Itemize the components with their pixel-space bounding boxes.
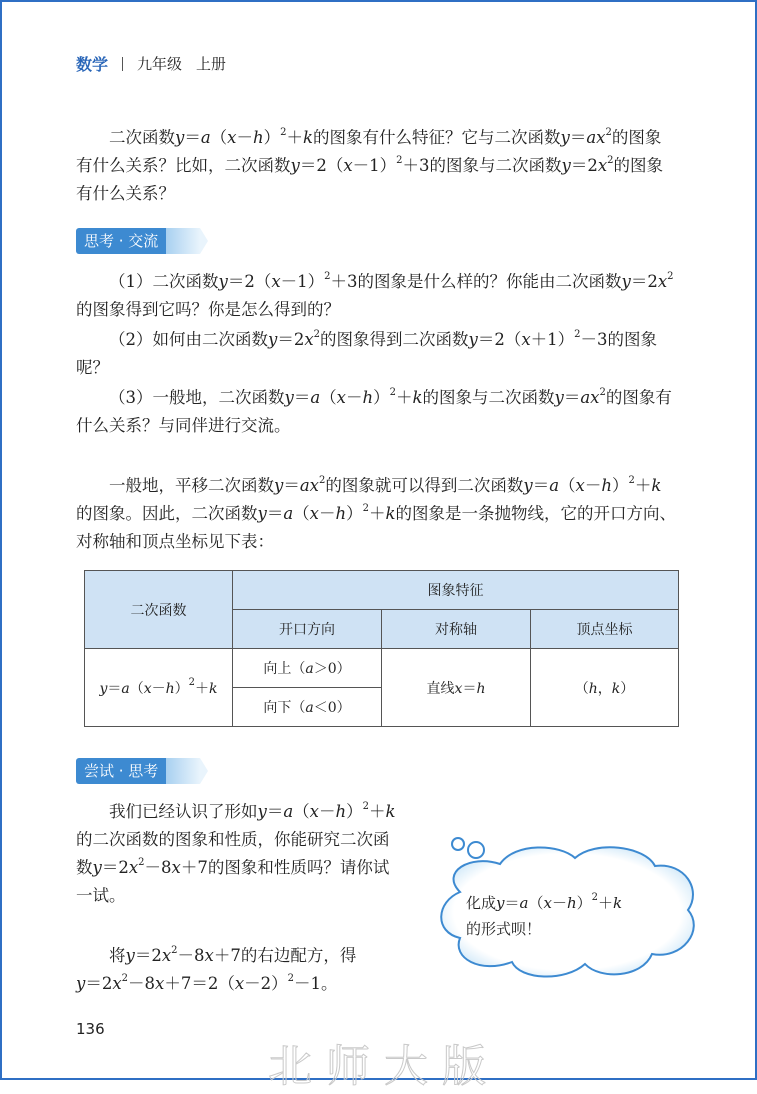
cell-open-up: 向上（a＞0） — [233, 649, 382, 688]
question-1: （1）二次函数$y=2(x-1)^2+3$的图象是什么样的？你能由二次函数$y=2x^2$的图象得到它吗？你是怎么得到的？ — [76, 271, 674, 319]
publisher-watermark: 北师大版 — [268, 1041, 500, 1092]
question-2: （2）如何由二次函数$y=2x^2$的图象得到二次函数$y=2(x+1)^2-3$的图象呢？ — [76, 329, 658, 377]
q2-text: 的图象得到二次函数 — [320, 330, 469, 349]
q1-text: 的图象得到它吗？你是怎么得到的？ — [76, 300, 340, 319]
try-text: 将 — [109, 946, 126, 965]
intro-text: 的图象有什么特征？它与二次函数 — [313, 128, 561, 147]
header-opening: 开口方向 — [233, 610, 382, 649]
section-tag-think-discuss — [76, 228, 200, 254]
try-text: 的图象和性质 — [207, 858, 307, 877]
q3-text: 的图象与二次函数 — [422, 388, 555, 407]
try-paragraph: 我们已经认识了形如$y=a(x-h)^2+k$的二次函数的图象和性质，你能研究二次函数$y=2x^2-8x+7$的图象和性质吗？请你试一试。 — [76, 801, 396, 905]
try-text: 吗？请你试一试。 — [76, 858, 390, 905]
page-number: 136 — [76, 1020, 105, 1038]
q2-text: 象呢？ — [76, 330, 658, 377]
section-title: 尝试 · 思考 — [76, 758, 166, 784]
intro-text: 象有什么关系？比如，二次函数 — [76, 128, 662, 175]
section-title: 思考 · 交流 — [76, 228, 166, 254]
q3-text: 的图象 — [605, 388, 656, 407]
grade-label: 九年级 — [137, 55, 183, 73]
question-3: （3）一般地，二次函数$y=a(x-h)^2+k$的图象与二次函数$y=ax^2$的图象有什么关系？与同伴进行交流。 — [76, 387, 672, 435]
feature-table — [84, 570, 679, 727]
q1-text: （1）二次函数 — [109, 272, 219, 291]
intro-text: 的图 — [611, 128, 645, 147]
q3-text: （3）一般地，二次函数 — [109, 388, 285, 407]
intro-text: 的 — [613, 156, 631, 175]
bubble-line: 的形式呗！ — [466, 920, 542, 938]
bubble-text: 化成$y=a(x-h)^2+k$ 的形式呗！ — [466, 892, 623, 938]
complete-square: 将$y=2x^2-8x+7$的右边配方，得 $y=2x^2-8x+7=2(x-2)^2-1$。 — [76, 945, 357, 993]
tag-decoration — [166, 758, 200, 784]
subject-title: 数学 — [76, 55, 109, 74]
general-text: 的图象是一条抛物线，它的开口方 — [395, 504, 643, 523]
general-text: 的图象就可以得到二次函数 — [325, 476, 524, 495]
try-text: 我们已经认识了形如 — [109, 802, 258, 821]
header-divider — [122, 57, 123, 71]
header-function: 二次函数 — [85, 571, 233, 649]
page-header — [76, 52, 226, 75]
tag-decoration — [166, 228, 200, 254]
intro-text: 二次函数 — [109, 128, 175, 147]
general-text: 的图象。因此，二次函数 — [76, 504, 258, 523]
header-feature: 图象特征 — [233, 571, 679, 610]
general-paragraph: 一般地，平移二次函数$y=ax^2$的图象就可以得到二次函数$y=a(x-h)^2+k$的图象。因此，二次函数$y=a(x-h)^2+k$的图象是一条抛物线，它的开口方向、对称轴和顶点坐标见下表： — [76, 475, 676, 551]
q2-text: （2）如何由二次函数 — [109, 330, 268, 349]
try-text: 次函数 — [76, 830, 390, 877]
q3-text: 有什么关系？与同伴进行交流。 — [76, 388, 672, 435]
try-text: 的二次函数的图象和性质，你能研究二 — [76, 830, 357, 849]
intro-text: 图象有什么关系？ — [76, 156, 664, 203]
volume-label: 上册 — [196, 55, 227, 73]
header-vertex: 顶点坐标 — [531, 610, 679, 649]
open-down-label: 向下 — [263, 700, 292, 716]
intro-text: 的图象与二次函数 — [429, 156, 562, 175]
open-up-label: 向上 — [263, 661, 292, 677]
section-tag-try-think — [76, 758, 200, 784]
header-axis: 对称轴 — [382, 610, 531, 649]
cell-vertex: （h，k） — [531, 649, 679, 727]
general-text: 向、对称轴和顶点坐标见下表： — [76, 504, 676, 551]
cell-axis: 直线x＝h — [382, 649, 531, 727]
bubble-line: 化成 — [466, 894, 497, 912]
q2-text: 的图 — [607, 330, 641, 349]
cell-open-down: 向下（a＜0） — [233, 688, 382, 727]
intro-paragraph: 二次函数$y=a(x-h)^2+k$的图象有什么特征？它与二次函数$y=ax^2$的图象有什么关系？比如，二次函数$y=2(x-1)^2+3$的图象与二次函数$y=2x^2$的图象有什么关系？ — [76, 127, 664, 203]
axis-label: 直线 — [426, 680, 455, 697]
q1-text: 的图象是什么样的？你能由二次函数 — [357, 272, 622, 291]
general-text: 一般地，平移二次函数 — [109, 476, 274, 495]
try-text: 的右边配方，得 — [240, 946, 357, 965]
cell-function: $y=a(x-h)^2+k$ — [85, 649, 233, 727]
